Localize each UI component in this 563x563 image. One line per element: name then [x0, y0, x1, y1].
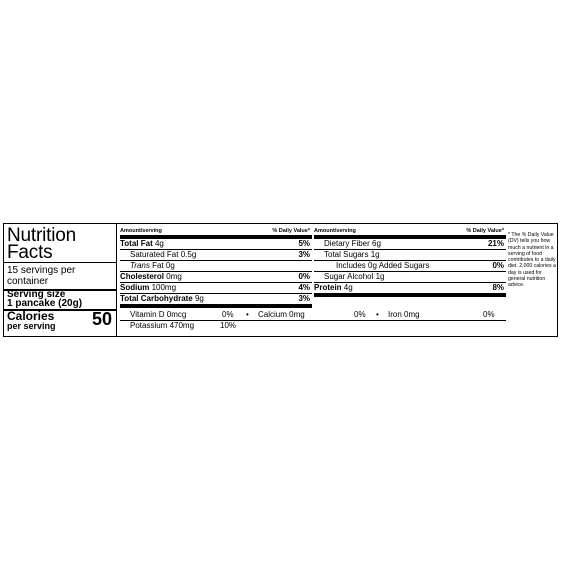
row-total-sugars [314, 250, 506, 260]
nutrient-name: Cholesterol [120, 272, 165, 281]
nutrient-amount: 4g [343, 283, 353, 292]
calories-value: 50 [91, 309, 112, 329]
nutrient-amount: 0.5g [180, 250, 197, 259]
nutrient-name: Total Carbohydrate [120, 294, 193, 303]
row-sugar-alcohol [314, 272, 506, 283]
bullet-separator: • [376, 310, 379, 319]
nutrient-amount: 0mg [166, 272, 182, 281]
nutrient-amount: 100mg [151, 283, 177, 292]
title-line-2: Facts [7, 242, 53, 263]
nutrient-dv: 0% [298, 272, 310, 281]
nutrient-dv: 4% [298, 283, 310, 292]
nutrient-dv: 3% [298, 294, 310, 303]
calories-per-serving: per serving [7, 321, 56, 331]
nutrient-amount: Fat 0g [152, 261, 175, 270]
nutrient-column-2 [314, 227, 506, 297]
nutrient-column-1 [120, 227, 312, 308]
header-daily-value: % Daily Value* [466, 228, 504, 234]
title-line-1: Nutrition [7, 225, 76, 246]
nutrient-amount: 6g [372, 239, 381, 248]
calcium-amount: Calcium 0mg [258, 310, 305, 319]
nutrient-name: Sugar Alcohol [324, 272, 374, 281]
nutrient-name: Saturated Fat [130, 250, 179, 259]
nutrient-name: Trans [130, 261, 150, 270]
column-header [120, 227, 312, 235]
vitamin-row-1 [120, 309, 506, 320]
iron-amount: Iron 0mg [388, 310, 420, 319]
row-sodium [120, 283, 312, 294]
title-divider [4, 262, 116, 263]
row-dietary-fiber [314, 239, 506, 250]
vitamin-row-2 [120, 320, 506, 331]
vitamin-d-amount: Vitamin D 0mcg [130, 310, 187, 319]
potassium-dv: 10% [220, 321, 237, 330]
vitamins-minerals [120, 309, 506, 331]
header-daily-value: % Daily Value* [272, 228, 310, 234]
nutrient-dv: 8% [492, 283, 504, 292]
header-amount: Amount/serving [120, 228, 162, 234]
row-total-fat [120, 239, 312, 250]
row-cholesterol [120, 272, 312, 283]
label-title [7, 227, 76, 261]
nutrient-dv: 21% [487, 239, 504, 248]
calories-label: Calories [7, 309, 55, 323]
label-left-panel [4, 224, 117, 336]
calcium-dv: 0% [354, 310, 366, 319]
column-bottom-rule [314, 293, 506, 297]
row-trans-fat [120, 261, 312, 272]
row-added-sugars [314, 260, 506, 272]
nutrient-name: Dietary Fiber [324, 239, 370, 248]
iron-dv: 0% [483, 310, 495, 319]
nutrient-amount: 9g [194, 294, 204, 303]
nutrient-dv: 3% [298, 250, 310, 259]
nutrient-name: Total Sugars [324, 250, 369, 259]
column-bottom-rule [120, 304, 312, 308]
serving-size-label: Serving size [7, 289, 66, 300]
row-saturated-fat [120, 250, 312, 261]
nutrient-name: Sodium [120, 283, 150, 292]
daily-value-footnote: * The % Daily Value (DV) tells you how much a nutrient in a serving of food contributes to a daily diet. 2,000 calories a day is used for general nutrition advice. [508, 232, 556, 289]
nutrient-amount: 1g [375, 272, 385, 281]
row-protein [314, 283, 506, 293]
serving-size-value: 1 pancake (20g) [7, 298, 83, 309]
bullet-separator: • [246, 310, 249, 319]
header-amount: Amount/serving [314, 228, 356, 234]
nutrient-name: Protein [314, 283, 342, 292]
nutrient-amount: 4g [154, 239, 164, 248]
vitamin-d-dv: 0% [222, 310, 234, 319]
potassium-amount: Potassium 470mg [130, 321, 195, 330]
servings-per-container: 15 servings per container [7, 265, 76, 287]
nutrient-name: Includes 0g Added Sugars [336, 261, 430, 270]
row-total-carbohydrate [120, 294, 312, 304]
nutrient-dv: 0% [492, 261, 504, 270]
nutrient-dv: 5% [298, 239, 310, 248]
nutrient-amount: 1g [370, 250, 380, 259]
nutrient-name: Total Fat [120, 239, 153, 248]
column-header [314, 227, 506, 235]
nutrition-facts-label [3, 223, 558, 337]
